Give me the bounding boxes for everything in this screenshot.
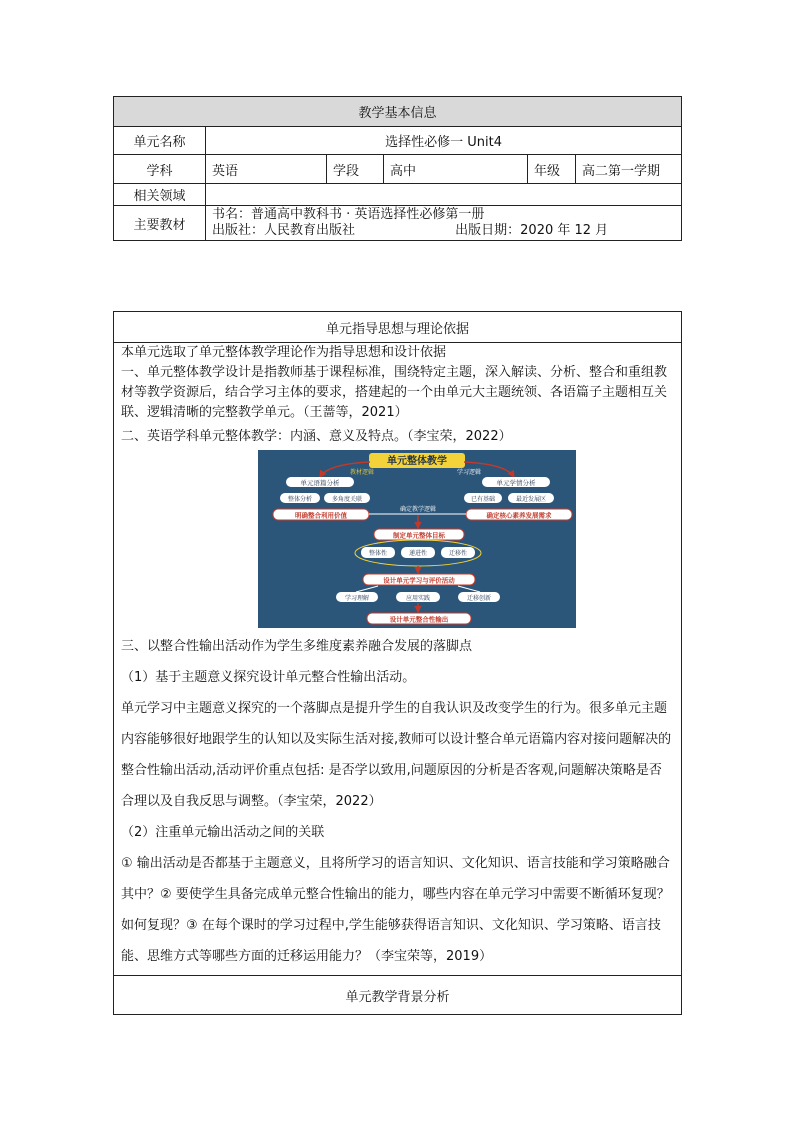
- guide-p7: ① 输出活动是否都基于主题意义，且将所学习的语言知识、文化知识、语言技能和学习策略融合其中？② 要使学生具备完成单元整合性输出的能力，哪些内容在单元学习中需要不断循环复现？如何复现？③ 在每个课时的学习过程中,学生能够获得语言知识、文化知识、学习策略、语言技能、思维方式等哪些方面的迁移运用能力？（李宝荣等，2019）: [121, 856, 670, 964]
- guide-title: 单元指导思想与理论依据: [114, 312, 682, 343]
- guide-p6: （2）注重单元输出活动之间的关联: [121, 825, 325, 840]
- t3-label: 迁移性: [448, 550, 468, 557]
- field-value: [206, 184, 682, 206]
- grade-value: 高二第一学期: [576, 155, 682, 184]
- guide-body: [114, 343, 682, 976]
- textbook-label: 主要教材: [114, 206, 206, 241]
- r1-label: 已有基础: [470, 496, 496, 503]
- publisher: 出版社：人民教育出版社: [212, 223, 356, 238]
- goal-label: 制定单元整体目标: [393, 531, 445, 540]
- info-table-header: 教学基本信息: [114, 97, 682, 127]
- l1-label: 整体分析: [287, 496, 313, 503]
- publisher-line: [212, 223, 675, 239]
- left-arrow-label: 教材逻辑: [350, 469, 375, 476]
- guide-p2: 二、英语学科单元整体教学：内涵、意义及特点。（李宝荣，2022）: [121, 429, 512, 444]
- diagram-title: 单元整体教学: [387, 456, 447, 467]
- design-label: 设计单元学习与评价活动: [383, 576, 455, 585]
- guide-intro: 本单元选取了单元整体教学理论作为指导思想和设计依据: [121, 345, 447, 360]
- field-label: 相关领域: [114, 184, 206, 206]
- l2-label: 多角度关联: [331, 496, 363, 503]
- right-head: 单元学情分析: [496, 479, 536, 487]
- guide-p1: 一、单元整体教学设计是指教师基于课程标准，围绕特定主题，深入解读、分析、整合和重组教材等教学资源后，结合学习主体的要求，搭建起的一个由单元大主题统领、各语篇子主题相互关联、逻辑清晰的完整教学单元。（王蔷等，2021）: [121, 365, 668, 420]
- t2-label: 递进性: [408, 550, 428, 557]
- subject-value: 英语: [206, 155, 327, 184]
- right-result: 确定核心素养发展需求: [486, 511, 552, 520]
- subject-label: 学科: [114, 155, 206, 184]
- info-table: [113, 96, 682, 241]
- unit-teaching-diagram: [258, 450, 576, 628]
- right-arrow-label: 学习逻辑: [457, 469, 482, 476]
- mid-label: 确定教学逻辑: [399, 506, 437, 513]
- background-title: 单元教学背景分析: [114, 976, 682, 1015]
- left-head: 单元语篇分析: [300, 479, 340, 487]
- unit-label: 单元名称: [114, 127, 206, 155]
- guide-p4: （1）基于主题意义探究设计单元整合性输出活动。: [121, 670, 416, 685]
- guide-p5: 单元学习中主题意义探究的一个落脚点是提升学生的自我认识及改变学生的行为。很多单元主题内容能够很好地跟学生的认知以及实际生活对接,教师可以设计整合单元语篇内容对接问题解决的整合性输出活动,活动评价重点包括: 是否学以致用,问题原因的分析是否客观,问题解决策略是否合理以及自我反思与调整。（李宝荣，2022）: [121, 701, 672, 809]
- a2-label: 应用实践: [405, 595, 431, 602]
- stage-label: 学段: [327, 155, 384, 184]
- a1-label: 学习理解: [344, 595, 370, 602]
- left-result: 明确整合利用价值: [295, 511, 347, 520]
- r2-label: 最近发展区: [515, 496, 547, 503]
- stage-value: 高中: [384, 155, 528, 184]
- t1-label: 整体性: [368, 550, 388, 557]
- pub-date: 出版日期：2020 年 12 月: [455, 223, 609, 238]
- output-label: 设计单元整合性输出: [389, 615, 449, 624]
- guide-p3: 三、以整合性输出活动作为学生多维度素养融合发展的落脚点: [121, 639, 473, 654]
- grade-label: 年级: [528, 155, 576, 184]
- a3-label: 迁移创新: [466, 595, 492, 602]
- guide-table: [113, 311, 682, 1015]
- book-line: 书名：普通高中教科书 · 英语选择性必修第一册: [212, 207, 485, 222]
- unit-value: 选择性必修一 Unit4: [206, 127, 682, 155]
